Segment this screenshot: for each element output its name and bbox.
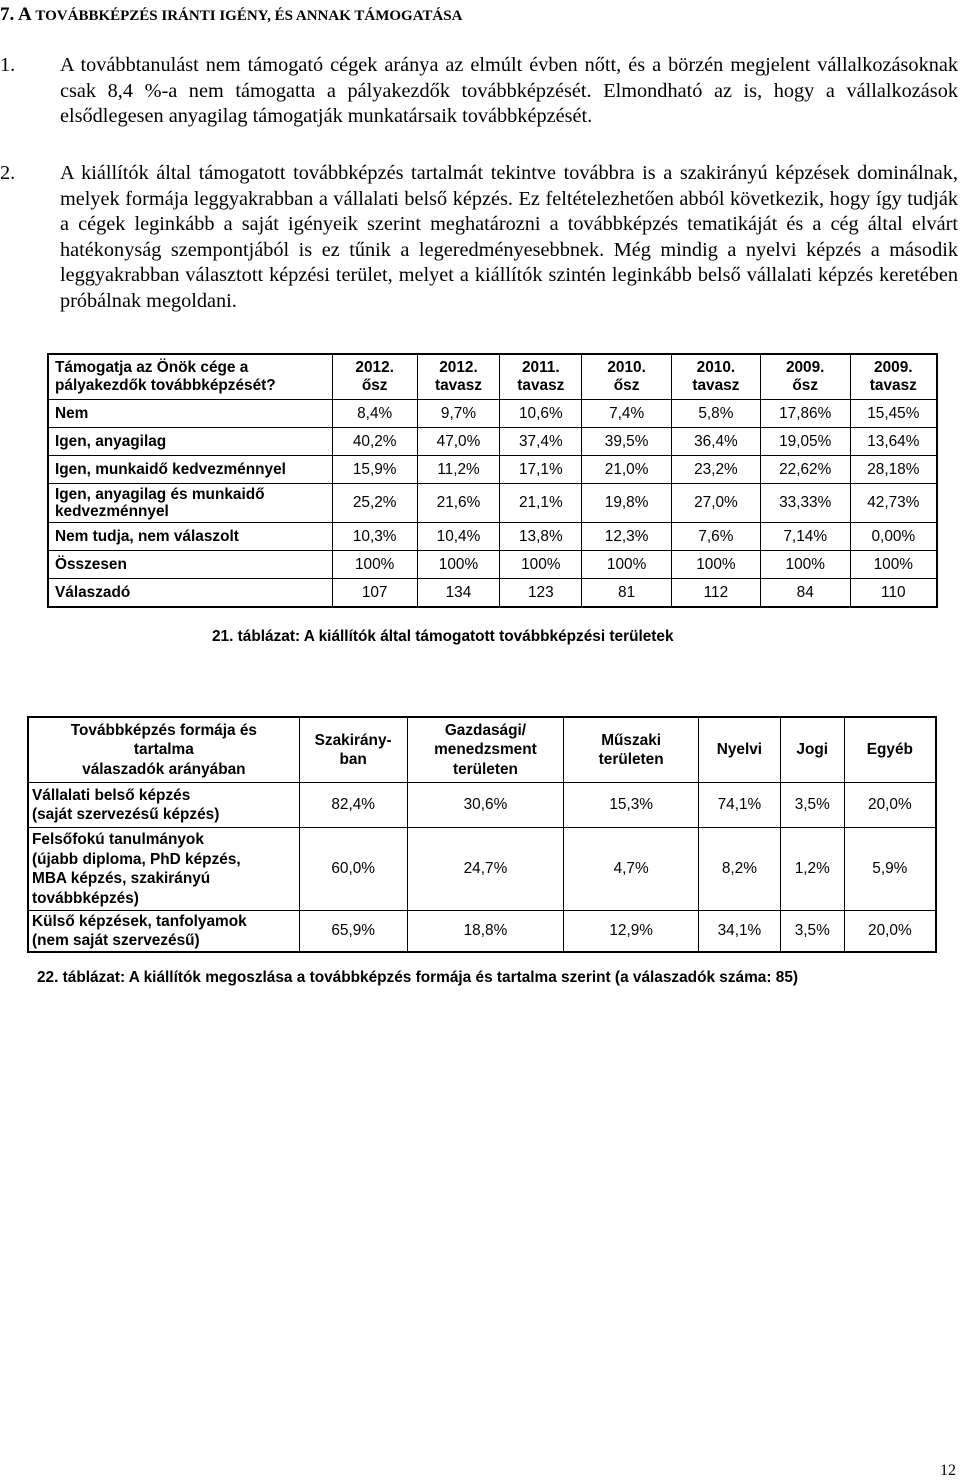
value-cell: 33,33%	[760, 484, 850, 523]
value-cell: 10,6%	[500, 400, 582, 428]
value-cell: 39,5%	[582, 428, 672, 456]
value-cell: 21,6%	[417, 484, 500, 523]
row-label: Külső képzések, tanfolyamok	[32, 912, 247, 930]
value-cell: 11,2%	[417, 456, 500, 484]
value-cell: 100%	[760, 551, 850, 579]
value-cell: 23,2%	[672, 456, 761, 484]
period-label: 2011.	[521, 359, 560, 376]
table-row	[48, 523, 937, 551]
value-cell: 100%	[417, 551, 500, 579]
training-form-table	[27, 716, 937, 953]
column-header-cell	[780, 717, 844, 783]
value-cell: 81	[582, 579, 672, 608]
row-label-cell	[28, 911, 299, 953]
period-label: 2009.	[874, 359, 913, 376]
row-label: kedvezménnyel	[55, 503, 169, 520]
row-label-cell	[48, 523, 332, 551]
table-row	[48, 400, 937, 428]
column-label: Nyelvi	[716, 741, 763, 759]
period-label: tavasz	[869, 377, 917, 394]
value-cell: 19,05%	[760, 428, 850, 456]
table-row	[48, 579, 937, 608]
column-header-cell	[299, 717, 407, 783]
column-label: Gazdasági/	[444, 721, 527, 739]
page-number: 12	[940, 1462, 956, 1479]
value-cell: 107	[332, 579, 417, 608]
row-label-cell	[48, 579, 332, 608]
table-row	[48, 456, 937, 484]
value-cell: 17,1%	[500, 456, 582, 484]
section-heading-title: TOVÁBBKÉPZÉS IRÁNTI IGÉNY, ÉS ANNAK TÁMOGATÁSA	[35, 8, 463, 24]
row-label: MBA képzés, szakirányú	[32, 870, 211, 887]
value-cell: 12,9%	[564, 911, 699, 953]
row-label: (saját szervezésű képzés)	[32, 806, 220, 823]
period-label: 2009.	[785, 359, 825, 376]
value-cell: 1,2%	[780, 828, 844, 911]
value-cell: 74,1%	[698, 783, 780, 828]
value-cell: 13,8%	[500, 523, 582, 551]
table-header-row	[48, 354, 937, 400]
value-cell: 24,7%	[407, 828, 564, 911]
value-cell: 42,73%	[850, 484, 937, 523]
column-label: menedzsment	[434, 741, 537, 759]
value-cell: 13,64%	[850, 428, 937, 456]
value-cell: 3,5%	[780, 911, 844, 953]
row-label: Válaszadó	[55, 584, 131, 601]
value-cell: 84	[760, 579, 850, 608]
question-header-cell	[48, 354, 332, 400]
corner-header-cell	[28, 717, 299, 783]
column-header-cell	[698, 717, 780, 783]
row-label: Összesen	[55, 556, 127, 573]
value-cell: 34,1%	[698, 911, 780, 953]
section-heading	[0, 4, 462, 26]
column-label: Műszaki	[601, 731, 662, 749]
value-cell: 8,2%	[698, 828, 780, 911]
value-cell: 110	[850, 579, 937, 608]
table-row	[48, 551, 937, 579]
value-cell: 20,0%	[844, 783, 936, 828]
period-label: ősz	[361, 377, 388, 394]
corner-text: tartalma	[133, 741, 194, 759]
period-label: 2012.	[439, 359, 478, 376]
value-cell: 5,8%	[672, 400, 761, 428]
paragraph-2-text: A kiállítók által támogatott továbbképzés tartalmát tekintve továbbra is a szakirányú képzések dominálnak, melyek formája leggyakrabban a vállalati belső képzés. Ez feltételezhetően abból következik, hogy így tudják a cégek leginkább a saját igényeik szerint meghatározni a továbbképzés tematikáját és a cég által elvárt hatékonyság szempontjából is ez tűnik a legeredményesebbnek. Még mindig a nyelvi képzés a második leggyakrabban választott képzési terület, melyet a kiállítók szintén leginkább belső vállalati képzés keretében próbálnak megoldani.	[60, 162, 958, 312]
column-label: Egyéb	[866, 741, 913, 759]
table-row	[28, 911, 936, 953]
row-label: Igen, munkaidő kedvezménnyel	[55, 461, 286, 478]
value-cell: 12,3%	[582, 523, 672, 551]
paragraph-1-text: A továbbtanulást nem támogató cégek aránya az elmúlt évben nőtt, és a börzén megjelent vállalkozásoknak csak 8,4 %-a nem támogatta a pályakezdők továbbképzését. Elmondható az is, hogy a vállalkozások elsődlegesen anyagilag támogatják munkatársaik továbbképzését.	[60, 54, 958, 128]
table-header-row	[28, 717, 936, 783]
table-22-caption: 22. táblázat: A kiállítók megoszlása a továbbképzés formája és tartalma szerint (a válaszadók száma: 85)	[37, 969, 799, 986]
column-header-cell	[844, 717, 936, 783]
value-cell: 3,5%	[780, 783, 844, 828]
value-cell: 100%	[332, 551, 417, 579]
value-cell: 10,3%	[332, 523, 417, 551]
value-cell: 100%	[500, 551, 582, 579]
value-cell: 123	[500, 579, 582, 608]
value-cell: 65,9%	[299, 911, 407, 953]
corner-text: válaszadók arányában	[82, 760, 246, 778]
column-label: területen	[452, 760, 518, 778]
table-row	[28, 828, 936, 911]
value-cell: 40,2%	[332, 428, 417, 456]
value-cell: 22,62%	[760, 456, 850, 484]
value-cell: 15,3%	[564, 783, 699, 828]
period-label: tavasz	[517, 377, 565, 394]
table-row	[48, 428, 937, 456]
support-table	[47, 353, 938, 608]
column-label: ban	[339, 751, 367, 768]
value-cell: 100%	[672, 551, 761, 579]
period-label: 2010.	[696, 359, 736, 376]
period-label: tavasz	[692, 377, 740, 394]
column-header-cell	[564, 717, 699, 783]
value-cell: 9,7%	[417, 400, 500, 428]
paragraph-2	[0, 161, 958, 315]
period-header-cell	[850, 354, 937, 400]
row-label: Felsőfokú tanulmányok	[32, 831, 204, 848]
period-label: ősz	[792, 377, 819, 394]
period-header-cell	[332, 354, 417, 400]
row-label: (újabb diploma, PhD képzés,	[32, 850, 241, 868]
row-label: Nem tudja, nem válaszolt	[55, 528, 239, 545]
value-cell: 28,18%	[850, 456, 937, 484]
value-cell: 60,0%	[299, 828, 407, 911]
value-cell: 36,4%	[672, 428, 761, 456]
value-cell: 30,6%	[407, 783, 564, 828]
value-cell: 17,86%	[760, 400, 850, 428]
row-label: Igen, anyagilag és munkaidő	[55, 486, 265, 503]
value-cell: 5,9%	[844, 828, 936, 911]
question-text: Támogatja az Önök cége a	[55, 359, 249, 376]
value-cell: 21,0%	[582, 456, 672, 484]
column-label: területen	[598, 751, 664, 768]
value-cell: 7,4%	[582, 400, 672, 428]
value-cell: 15,9%	[332, 456, 417, 484]
period-header-cell	[582, 354, 672, 400]
value-cell: 25,2%	[332, 484, 417, 523]
value-cell: 0,00%	[850, 523, 937, 551]
row-label-cell	[48, 551, 332, 579]
column-header-cell	[407, 717, 564, 783]
table-row	[48, 484, 937, 523]
row-label-cell	[48, 484, 332, 523]
column-label: Jogi	[796, 741, 829, 759]
column-label: Szakirány-	[314, 731, 392, 749]
value-cell: 10,4%	[417, 523, 500, 551]
value-cell: 4,7%	[564, 828, 699, 911]
table-row	[28, 783, 936, 828]
period-header-cell	[672, 354, 761, 400]
row-label: Igen, anyagilag	[55, 433, 167, 450]
value-cell: 21,1%	[500, 484, 582, 523]
corner-text: Továbbképzés formája és	[70, 721, 257, 739]
section-heading-number: 7. A	[0, 4, 36, 25]
value-cell: 20,0%	[844, 911, 936, 953]
value-cell: 112	[672, 579, 761, 608]
row-label-cell	[48, 456, 332, 484]
value-cell: 134	[417, 579, 500, 608]
value-cell: 37,4%	[500, 428, 582, 456]
period-label: 2012.	[355, 359, 394, 376]
period-header-cell	[500, 354, 582, 400]
paragraph-1-number: 1.	[0, 54, 16, 76]
value-cell: 7,14%	[760, 523, 850, 551]
paragraph-2-number: 2.	[0, 162, 16, 184]
value-cell: 7,6%	[672, 523, 761, 551]
paragraph-1	[0, 53, 958, 130]
period-header-cell	[760, 354, 850, 400]
value-cell: 27,0%	[672, 484, 761, 523]
row-label-cell	[28, 783, 299, 828]
value-cell: 47,0%	[417, 428, 500, 456]
value-cell: 82,4%	[299, 783, 407, 828]
value-cell: 8,4%	[332, 400, 417, 428]
value-cell: 15,45%	[850, 400, 937, 428]
table-21-caption: 21. táblázat: A kiállítók által támogatott továbbképzési területek	[212, 628, 674, 645]
period-header-cell	[417, 354, 500, 400]
period-label: tavasz	[434, 377, 482, 394]
value-cell: 19,8%	[582, 484, 672, 523]
question-text: pályakezdők továbbképzését?	[55, 377, 276, 394]
row-label: Vállalati belső képzés	[32, 786, 191, 804]
row-label-cell	[48, 428, 332, 456]
row-label: Nem	[55, 405, 89, 422]
value-cell: 100%	[582, 551, 672, 579]
row-label: (nem saját szervezésű)	[32, 932, 200, 949]
value-cell: 18,8%	[407, 911, 564, 953]
value-cell: 100%	[850, 551, 937, 579]
row-label-cell	[28, 828, 299, 911]
row-label: továbbképzés)	[32, 889, 139, 907]
period-label: 2010.	[607, 359, 646, 376]
row-label-cell	[48, 400, 332, 428]
period-label: ősz	[613, 377, 640, 394]
